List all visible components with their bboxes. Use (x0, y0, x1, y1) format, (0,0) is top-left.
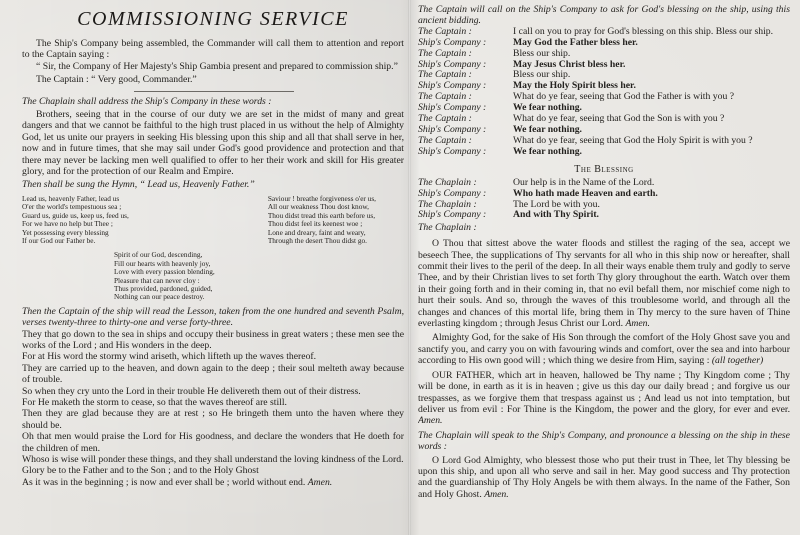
dialogue-row (418, 189, 790, 200)
response: Who hath made Heaven and earth. (513, 187, 658, 199)
speaker: Ship's Company : (418, 36, 487, 48)
hymn-line: Yet possessing every blessing (22, 227, 109, 237)
speaker: The Captain : (418, 113, 472, 125)
response: Bless our ship. (513, 69, 571, 81)
psalm-verse: Then they are glad because they are at rest ; so He bringeth them unto the haven where they should be. (22, 408, 404, 431)
hymn-line: Saviour ! breathe forgiveness o'er us, (267, 193, 376, 203)
lords-prayer (418, 370, 790, 427)
psalm-verse: Oh that men would praise the Lord for His goodness, and declare the wonders that He doeth for the children of men. (22, 431, 404, 454)
response (513, 223, 790, 234)
psalm-verse: For at His word the stormy wind ariseth, which lifteth up the waves thereof. (22, 351, 317, 363)
dialogue-row (418, 210, 790, 221)
response: May Jesus Christ bless her. (513, 58, 626, 70)
psalm-verse: For He maketh the storm to cease, so that the waves thereof are still. (22, 397, 287, 408)
left-page (22, 0, 404, 488)
response: I call on you to pray for God's blessing on this ship. Bless our ship. (513, 25, 774, 37)
response: What do ye fear, seeing that God the Holy Spirit is with you ? (513, 134, 753, 146)
divider (134, 91, 294, 92)
psalm-verse: Glory be to the Father and to the Son ; and to the Holy Ghost (22, 465, 259, 477)
response: What do ye fear, seeing that God the Son is with you ? (513, 113, 725, 125)
dialogue-row (418, 49, 790, 60)
speaker: The Captain : (418, 134, 472, 146)
psalm-verse: Whoso is wise will ponder these things, and they shall understand the loving kindness of the Lord. (22, 454, 404, 466)
prayer-almighty (418, 332, 790, 366)
response: We fear nothing. (513, 123, 582, 135)
hymn-line: Thou didst tread this earth before us, (267, 210, 376, 220)
hymn-verse-2 (268, 195, 376, 245)
right-page (418, 0, 790, 500)
amen: Amen. (307, 476, 333, 488)
hymn-line: All our weakness Thou dost know, (267, 202, 369, 212)
prayer-sea (418, 238, 790, 329)
speaker: The Chaplain : (418, 222, 477, 234)
amen: Amen. (418, 415, 443, 427)
psalm-verse (22, 477, 404, 488)
together-note: (all together) (711, 355, 764, 367)
hymn-verse-1 (22, 195, 129, 245)
speaker: The Captain : (418, 91, 472, 103)
response: May the Holy Spirit bless her. (513, 80, 636, 92)
speaker: The Chaplain : (418, 198, 477, 210)
hymn-line: Through the desert Thou didst go. (267, 235, 367, 245)
page-fold (408, 0, 411, 535)
chaplain-address: Brothers, seeing that in the course of our duty we are set in the midst of many and great dangers and that we cannot be faithful to the high trust placed in us without the help of Almighty God, let us unite our prayers in seeking His blessing upon this ship and all that shall serve in her, now and in future times, that she may sail under God's good providence and protection and that there may never be lacking men well qualified to offer to her their work and skill for His greater glory, and for the protection of our Realm and Empire. (22, 109, 404, 178)
response: And with Thy Spirit. (513, 209, 599, 221)
speaker: The Chaplain : (418, 176, 477, 188)
psalm-verse: They that go down to the sea in ships and occupy their business in great waters ; these men see the works of the Lord ; and His wonders in the deep. (22, 328, 404, 351)
speaker: Ship's Company : (418, 187, 487, 199)
speaker: The Captain : (418, 25, 472, 37)
blessing-heading: The Blessing (574, 163, 634, 175)
hymn-line: For we have no help but Thee ; (22, 219, 113, 229)
chaplain-direction: The Chaplain shall address the Ship's Company in these words : (22, 95, 272, 107)
final-direction: The Chaplain will speak to the Ship's Company, and pronounce a blessing on the ship in these words : (418, 429, 790, 453)
prayer-text: OUR FATHER, which art in heaven, hallowed be Thy name ; Thy Kingdom come ; Thy will be done, in earth as it is in heaven ; give us this day our daily bread ; and forgive us our trespasses, as we forgive them that trespass against us ; And lead us not into temptation, but deliver us from evil : For Thine is the Kingdom, the power and the glory, for ever and ever. (418, 369, 790, 415)
speaker: Ship's Company : (418, 209, 487, 221)
speaker: Ship's Company : (418, 102, 487, 114)
hymn-line: Thus provided, pardoned, guided, (114, 283, 213, 293)
response: Bless our ship. (513, 47, 571, 59)
hymn-line: Spirit of our God, descending, (114, 250, 203, 260)
dialogue-row (418, 178, 790, 189)
intro-text: The Ship's Company being assembled, the Commander will call them to attention and report to the Captain saying : (22, 38, 404, 61)
gloria-line: As it was in the beginning ; is now and ever shall be ; world without end. (22, 476, 306, 488)
commander-report: “ Sir, the Company of Her Majesty's Ship Gambia present and prepared to commission ship.” (36, 60, 398, 72)
prayer-text: Almighty God, for the sake of His Son through the comfort of the Holy Ghost save you and sanctify you, and carry you on with favouring winds and comfort, over the sea and into harbour according to His own good will ; which thing we desire from Him, saying : (418, 332, 790, 367)
hymn-verses (22, 195, 404, 245)
response: We fear nothing. (513, 102, 582, 114)
hymn-direction: Then shall be sung the Hymn, “ Lead us, Heavenly Father.” (22, 179, 255, 191)
dialogue-row (418, 147, 790, 158)
captain-reply: The Captain : “ Very good, Commander.” (36, 74, 197, 86)
speaker: Ship's Company : (418, 58, 487, 70)
hymn-line: Lone and dreary, faint and weary, (267, 227, 366, 237)
dialogue-row (418, 60, 790, 71)
hymn-line: If our God our Father be. (22, 235, 96, 245)
hymn-line: Fill our hearts with heavenly joy, (114, 258, 211, 268)
lesson-direction: Then the Captain of the ship will read the Lesson, taken from the one hundred and seventh Psalm, verses twenty-three to thirty-one and verse forty-three. (22, 305, 404, 329)
psalm-verse: So when they cry unto the Lord in their trouble He delivereth them out of their distress. (22, 385, 361, 397)
hymn-line: Nothing can our peace destroy. (114, 292, 205, 302)
page-title: COMMISSIONING SERVICE (77, 8, 349, 30)
blessing-dialogue (418, 178, 790, 235)
response: What do ye fear, seeing that God the Father is with you ? (513, 91, 735, 103)
final-blessing (418, 455, 790, 501)
response: Our help is in the Name of the Lord. (513, 176, 655, 188)
hymn-line: Pleasure that can never cloy : (114, 275, 200, 285)
bidding-dialogue (418, 27, 790, 158)
hymn-line: Guard us, guide us, keep us, feed us, (22, 210, 129, 220)
prayer-text: O Lord God Almighty, who blessest those who put their trust in Thee, let Thy blessing be upon this ship, and upon all who serve and sail in her. May good success and Thy protection and the guardianship of Thy Holy Angels be with them always. In the name of the Father, Son and Holy Ghost. (418, 454, 790, 500)
hymn-line: Thou didst feel its keenest woe ; (267, 219, 363, 229)
speaker: The Captain : (418, 69, 472, 81)
speaker: Ship's Company : (418, 80, 487, 92)
hymn-line: Love with every passion blending, (114, 267, 215, 277)
psalm-verse: They are carried up to the heaven, and down again to the deep ; their soul melteth away because of trouble. (22, 362, 404, 386)
prayer-text: O Thou that sittest above the water floods and stillest the raging of the sea, accept we beseech Thee, the supplications of Thy servants for all who in this ship now or hereafter, shall commit their lives to the peril of the deep. In all their ways enable them truly and godly to serve Thee, and by their Christian lives to set forth Thy glory throughout the earth. Watch over them in their going forth and in their coming in, that no evil befall them, nor mischief come nigh to hurt their souls. And so, through the waves of this troublesome world, and through all the changes and chances of this mortal life, bring them in Thy mercy to the sure haven of Thine everlasting kingdom ; through Jesus Christ our Lord. (418, 238, 790, 330)
hymn-line: Lead us, heavenly Father, lead us (22, 193, 120, 203)
response: We fear nothing. (513, 145, 582, 157)
bidding-intro: The Captain will call on the Ship's Company to ask for God's blessing on the ship, using this ancient bidding. (418, 4, 790, 27)
amen: Amen. (625, 318, 650, 330)
hymn-line: O'er the world's tempestuous sea ; (22, 202, 122, 212)
hymn-verse-3 (114, 251, 404, 301)
speaker: Ship's Company : (418, 123, 487, 135)
speaker: Ship's Company : (418, 145, 487, 157)
dialogue-row (418, 38, 790, 49)
speaker: The Captain : (418, 47, 472, 59)
response: May God the Father bless her. (513, 36, 638, 48)
amen: Amen. (484, 488, 509, 500)
dialogue-row (418, 223, 790, 234)
response: The Lord be with you. (513, 198, 600, 210)
